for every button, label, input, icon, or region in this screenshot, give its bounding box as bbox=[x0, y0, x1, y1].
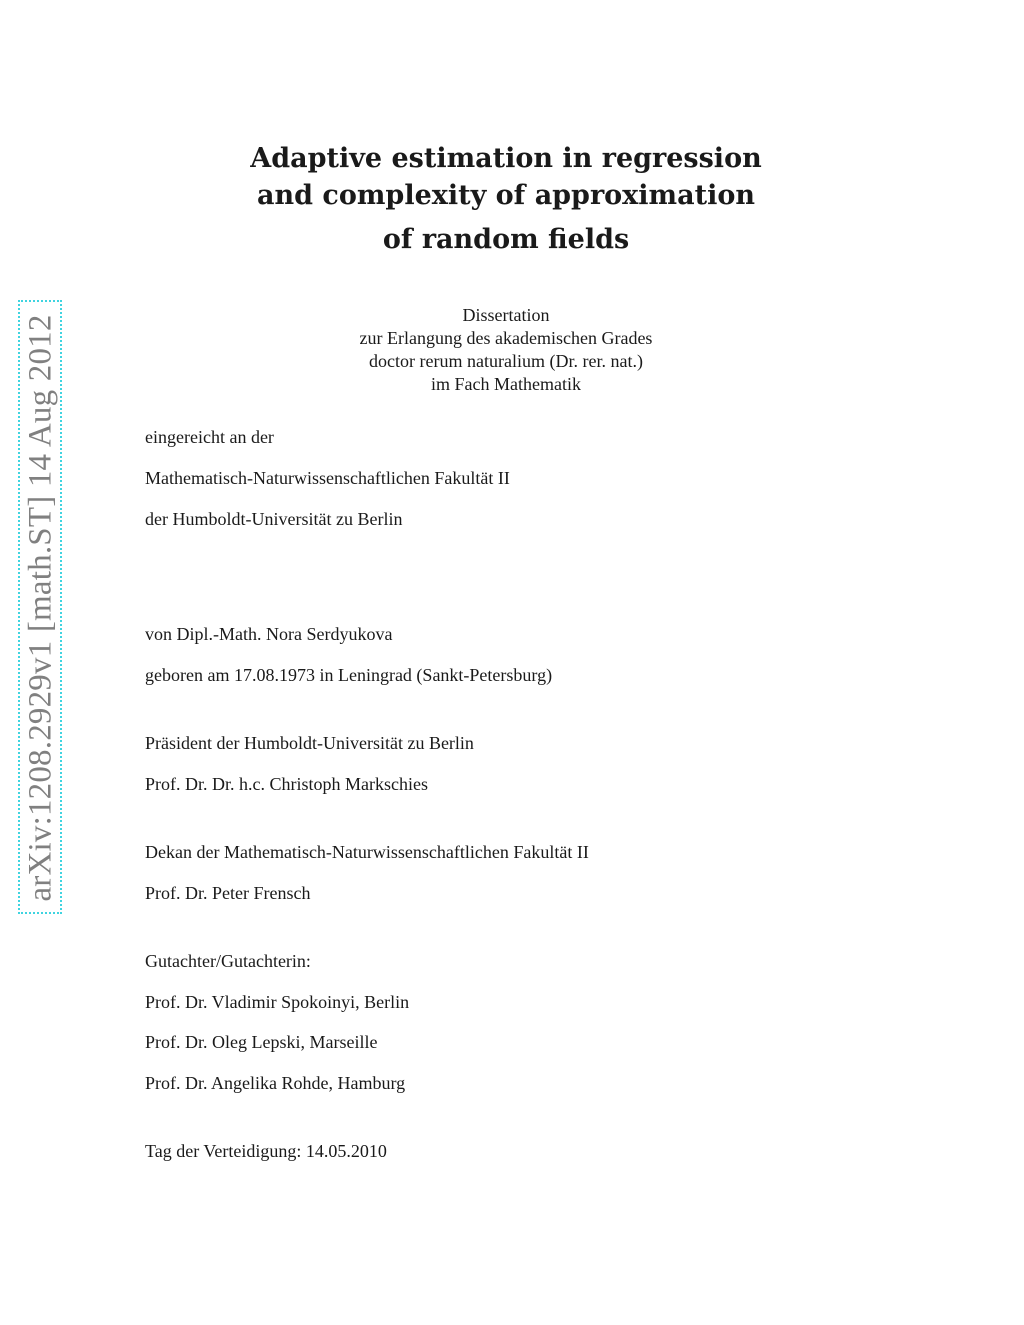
president-name: Prof. Dr. Dr. h.c. Christoph Markschies bbox=[145, 774, 428, 794]
author-name: von Dipl.-Math. Nora Serdyukova bbox=[145, 624, 393, 644]
title-line-3: of random fields bbox=[382, 224, 630, 255]
dissertation-line-3: doctor rerum naturalium (Dr. rer. nat.) bbox=[369, 351, 643, 371]
reviewer-item: Prof. Dr. Angelika Rohde, Hamburg bbox=[145, 1073, 406, 1093]
dissertation-line-2: zur Erlangung des akademischen Grades bbox=[359, 328, 653, 348]
reviewers-label: Gutachter/Gutachterin: bbox=[145, 951, 311, 971]
arxiv-stamp-text: arXiv:1208.2929v1 [math.ST] 14 Aug 2012 bbox=[22, 314, 59, 902]
dean-role: Dekan der Mathematisch-Naturwissenschaftlichen Fakultät II bbox=[145, 842, 589, 862]
reviewer-item: Prof. Dr. Vladimir Spokoinyi, Berlin bbox=[145, 992, 410, 1012]
title-line-1: Adaptive estimation in regression bbox=[250, 143, 762, 174]
president-role: Präsident der Humboldt-Universität zu Berlin bbox=[145, 733, 474, 753]
author-birth: geboren am 17.08.1973 in Leningrad (Sankt-Petersburg) bbox=[145, 665, 553, 685]
dissertation-line-4: im Fach Mathematik bbox=[431, 374, 581, 394]
defense-date: Tag der Verteidigung: 14.05.2010 bbox=[145, 1141, 387, 1161]
reviewer-item: Prof. Dr. Oleg Lepski, Marseille bbox=[145, 1032, 378, 1052]
submission-faculty: Mathematisch-Naturwissenschaftlichen Fakultät II bbox=[145, 468, 510, 488]
submission-intro: eingereicht an der bbox=[145, 427, 274, 447]
dissertation-line-1: Dissertation bbox=[462, 305, 550, 325]
dean-name: Prof. Dr. Peter Frensch bbox=[145, 883, 311, 903]
title-line-2: and complexity of approximation bbox=[257, 180, 755, 211]
submission-university: der Humboldt-Universität zu Berlin bbox=[145, 509, 403, 529]
